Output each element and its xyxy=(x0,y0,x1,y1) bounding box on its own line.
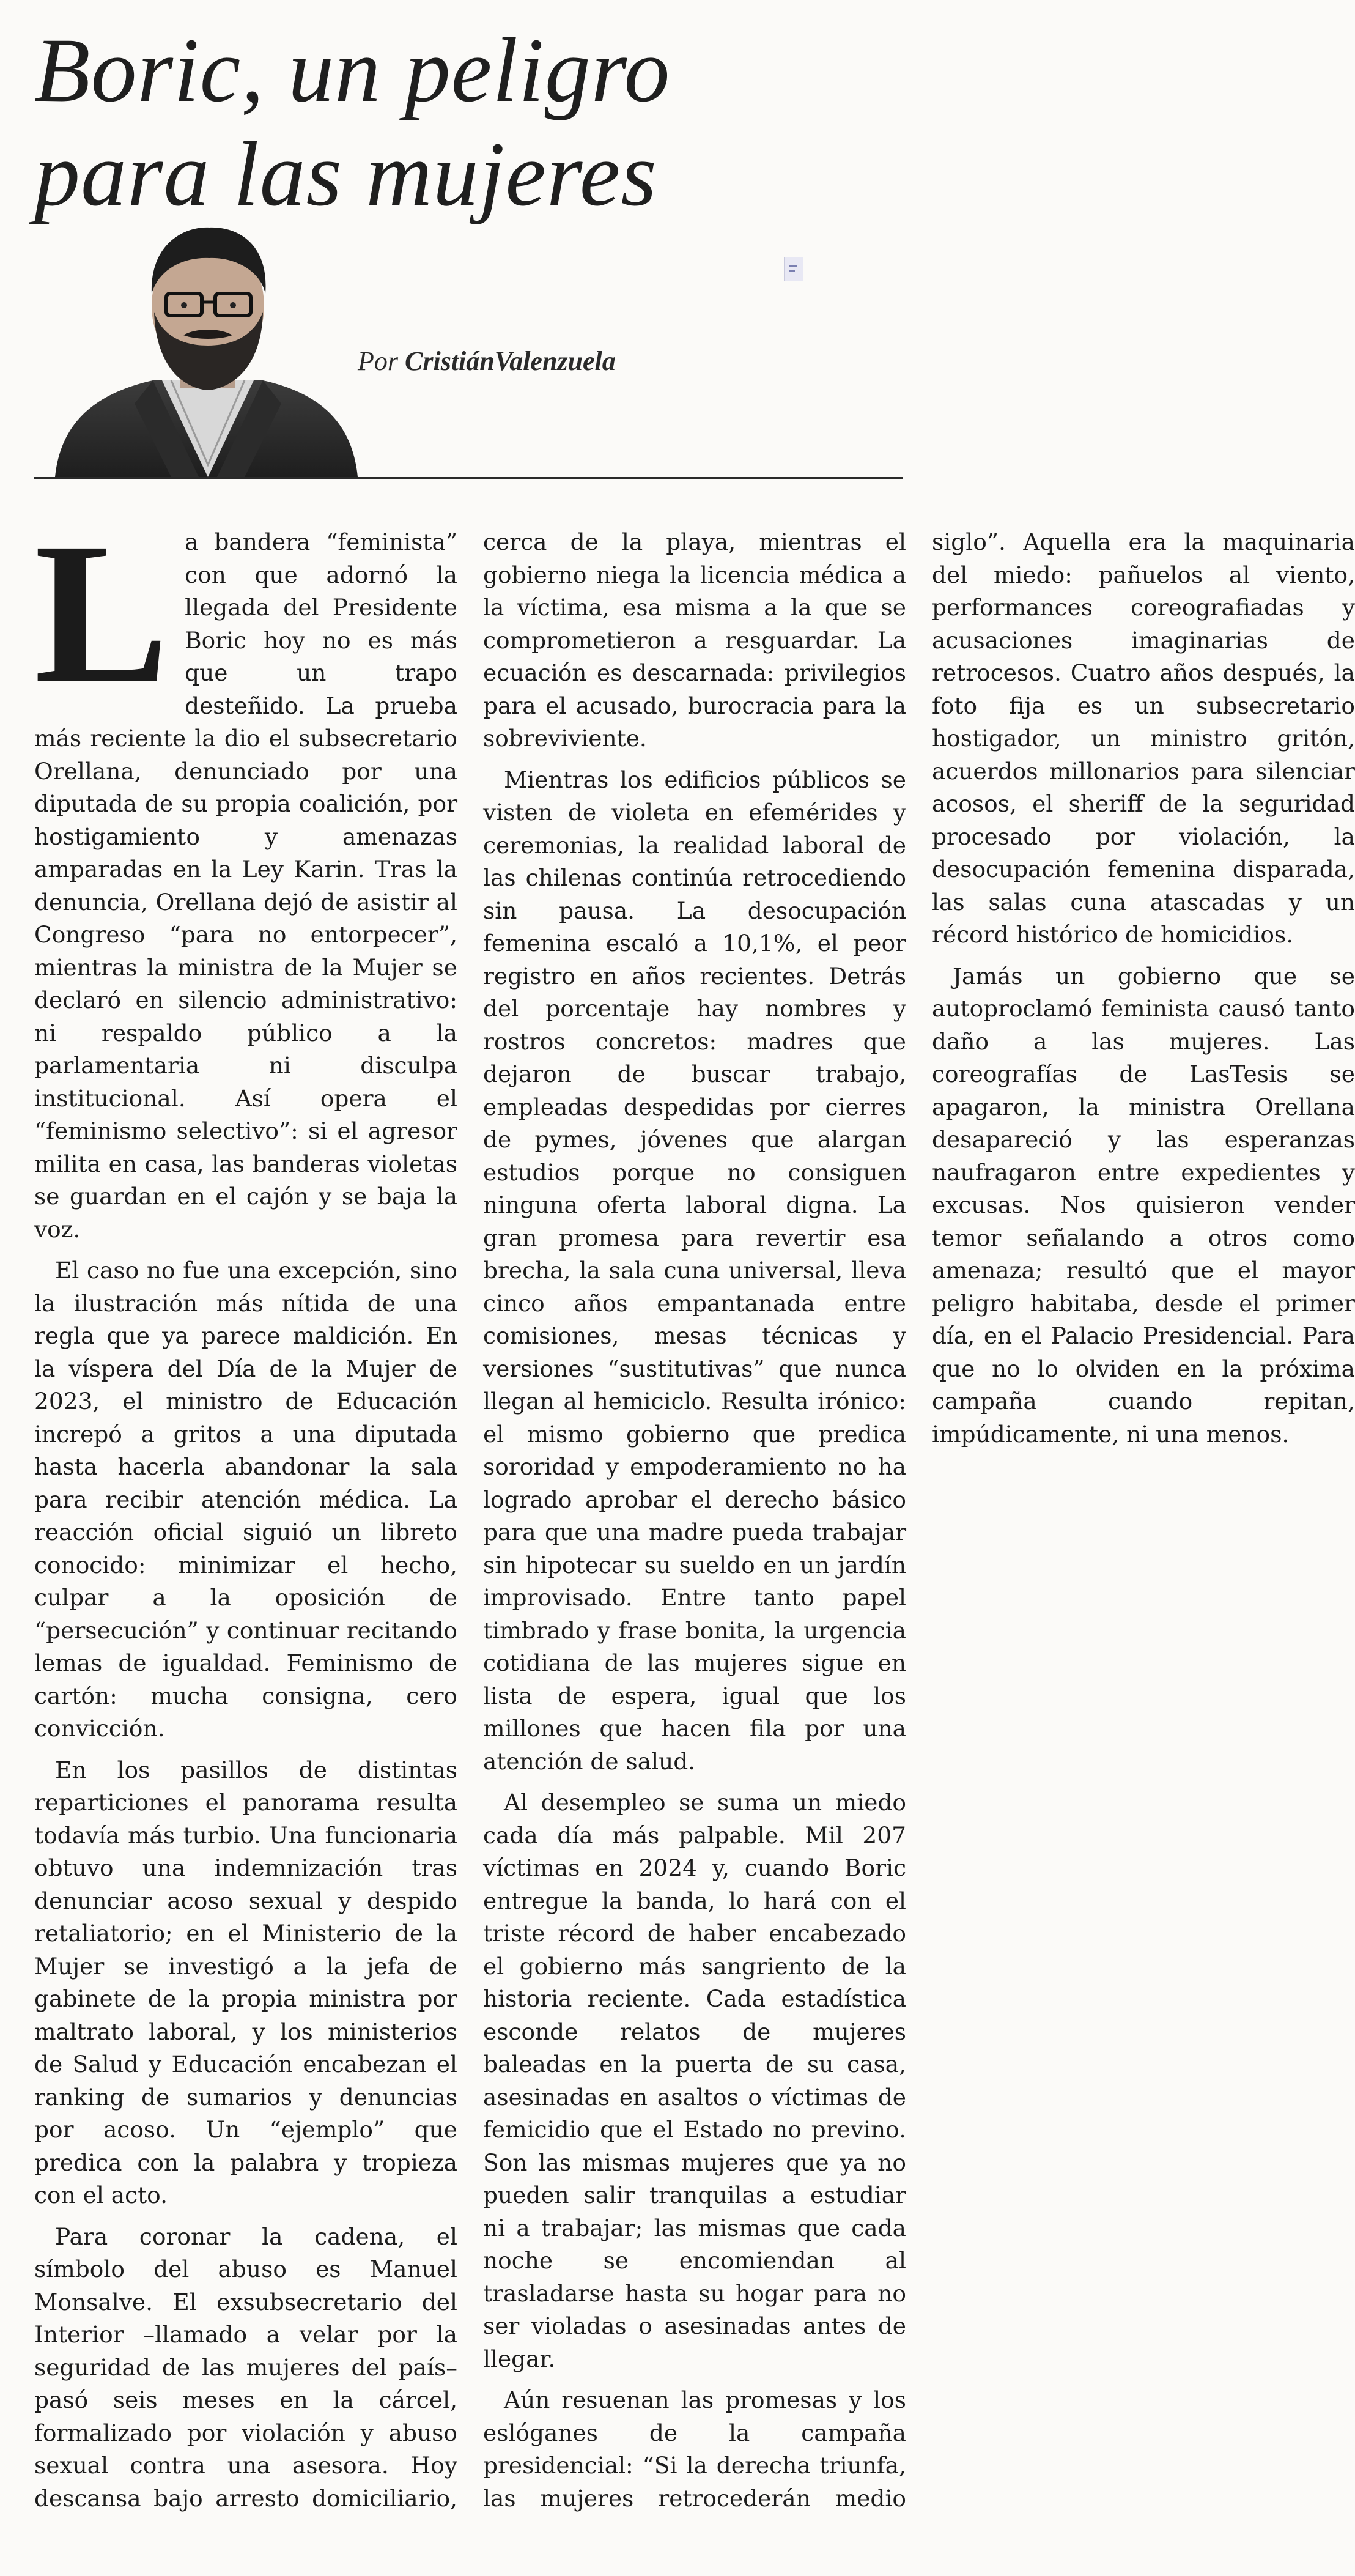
article-body xyxy=(34,502,1355,2538)
headline-line-2: para las mujeres xyxy=(34,124,657,225)
byline xyxy=(358,346,616,377)
drop-cap: L xyxy=(34,502,169,725)
paragraph-7: Aún resuenan las promesas y los eslóganes de la campaña presidencial: “Si la derecha triunfa, las mujeres retrocederán medio siglo”. Aquella era la maquinaria del miedo: pañuelos al viento, performances coreografiadas y acusaciones imaginarias de retrocesos. Cuatro años después, la foto fija es un subsecretario hostigador, un ministro gritón, acuerdos millonarios para silenciar acosos, el sheriff de la seguridad procesado por violación, la desocupación femenina disparada, las salas cuna atascadas y un récord histórico de homicidios. xyxy=(483,528,1355,2512)
document-icon xyxy=(784,257,803,281)
paragraph-1-text: a bandera “feminista” con que adornó la llegada del Presidente Boric hoy no es más que un trapo desteñido. La prueba más reciente la dio el subsecretario Orellana, denunciado por una diputada de su propia coalición, por hostigamiento y amenazas amparadas en la Ley Karin. Tras la denuncia, Orellana dejó de asistir al Congreso “para no entorpecer”, mientras la ministra de la Mujer se declaró en silencio administrativo: ni respaldo público a la parlamentaria ni disculpa institucional. Así opera el “feminismo selectivo”: si el agresor milita en casa, las banderas violetas se guardan en el cajón y se baja la voz. xyxy=(34,528,457,1243)
byline-author: CristiánValenzuela xyxy=(405,346,616,376)
paragraph-3: En los pasillos de distintas reparticiones el panorama resulta todavía más turbio. Una funcionaria obtuvo una indemnización tras denunciar acoso sexual y despido retaliatorio; en el Ministerio de la Mujer se investigó a la jefa de gabinete de la propia ministra por maltrato laboral, y los ministerios de Salud y Educación encabezan el ranking de sumarios y denuncias por acoso. Un “ejemplo” que predica con la palabra y tropieza con el acto. xyxy=(34,1756,457,2208)
paragraph-8: Jamás un gobierno que se autoproclamó feminista causó tanto daño a las mujeres. Las coreografías de LasTesis se apagaron, la ministra Orellana desapareció y las esperanzas naufragaron entre expedientes y excusas. Nos quisieron vender temor señalando a otros como amenaza; resultó que el mayor peligro habitaba, desde el primer día, en el Palacio Presidencial. Para que no lo olviden en la próxima campaña cuando repitan, impúdicamente, ni una menos. xyxy=(932,962,1355,1448)
headline-line-1: Boric, un peligro xyxy=(34,20,671,121)
paragraph-2: El caso no fue una excepción, sino la ilustración más nítida de una regla que ya parece maldición. En la víspera del Día de la Mujer de 2023, el ministro de Educación increpó a gritos a una diputada hasta hacerla abandonar la sala para recibir atención médica. La reacción oficial siguió un libreto conocido: minimizar el hecho, culpar a la oposición de “persecución” y continuar recitando lemas de igualdad. Feminismo de cartón: mucha consigna, cero convicción. xyxy=(34,1257,457,1742)
paragraph-5: Mientras los edificios públicos se visten de violeta en efemérides y ceremonias, la realidad laboral de las chilenas continúa retrocediendo sin pausa. La desocupación femenina escaló a 10,1%, el peor registro en años recientes. Detrás del porcentaje hay nombres y rostros concretos: madres que dejaron de buscar trabajo, empleadas despedidas por cierres de pymes, jóvenes que alargan estudios porque no consiguen ninguna oferta laboral digna. La gran promesa para revertir esa brecha, la sala cuna universal, lleva cinco años empantanada entre comisiones, mesas técnicas y versiones “sustitutivas” que nunca llegan al hemiciclo. Resulta irónico: el mismo gobierno que predica sororidad y empoderamiento no ha logrado aprobar el derecho básico para que una madre pueda trabajar sin hipotecar su sueldo en un jardín improvisado. Entre tanto papel timbrado y frase bonita, la urgencia cotidiana de las mujeres sigue en lista de espera, igual que los millones que hacen fila por una atención de salud. xyxy=(483,766,906,1775)
article-headline xyxy=(34,18,903,226)
byline-prefix: Por xyxy=(358,346,398,376)
paragraph-1 xyxy=(34,502,457,1246)
author-portrait-icon xyxy=(49,220,367,477)
paragraph-4: Para coronar la cadena, el símbolo del abuso es Manuel Monsalve. El exsubsecretario del Interior –llamado a velar por la seguridad de las mujeres del país– pasó seis meses en la cárcel, formalizado por violación y abuso sexual contra una asesora. Hoy descansa bajo arresto domiciliario, cerca de la playa, mientras el gobierno niega la licencia médica a la víctima, esa misma a la que se comprometieron a resguardar. La ecuación es descarnada: privilegios para el acusado, burocracia para la sobreviviente. xyxy=(34,528,906,2512)
author-portrait xyxy=(49,220,367,477)
header-divider xyxy=(34,477,903,479)
paragraph-6: Al desempleo se suma un miedo cada día más palpable. Mil 207 víctimas en 2024 y, cuando Boric entregue la banda, lo hará con el triste récord de haber encabezado el gobierno más sangriento de la historia reciente. Cada estadística esconde relatos de mujeres baleadas en la puerta de su casa, asesinadas en asaltos o víctimas de femicidio que el Estado no previno. Son las mismas mujeres que ya no pueden salir tranquilas a estudiar ni a trabajar; las mismas que cada noche se encomiendan al trasladarse hasta su hogar para no ser violadas o asesinadas antes de llegar. xyxy=(483,1789,906,2372)
